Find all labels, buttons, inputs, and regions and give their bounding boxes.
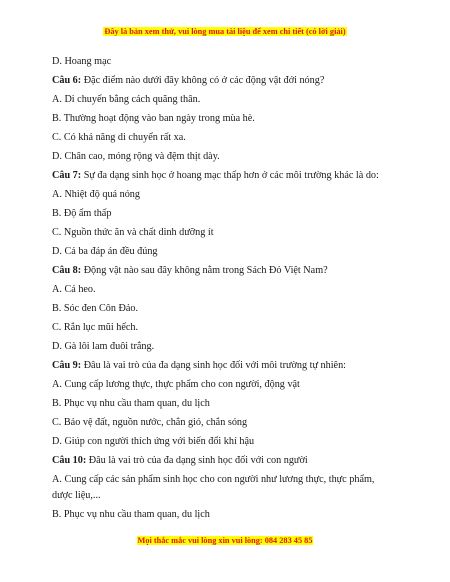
question-line xyxy=(52,75,324,87)
text-line xyxy=(52,417,247,429)
answer-text: A. Di chuyển bằng cách quăng thân. xyxy=(52,94,201,105)
text-line xyxy=(52,490,101,502)
contact-footer-banner xyxy=(0,536,450,546)
text-line xyxy=(52,341,154,353)
answer-text: B. Độ ẩm thấp xyxy=(52,208,112,219)
question-line xyxy=(52,265,328,277)
question-label: Câu 8: xyxy=(52,265,82,276)
text-line xyxy=(52,436,254,448)
text-line xyxy=(52,246,158,258)
text-line xyxy=(52,151,220,163)
question-text: Đâu là vai trò của đa dạng sinh học đối với con người xyxy=(86,455,308,466)
question-text: Động vật nào sau đây không nằm trong Sách Đỏ Việt Nam? xyxy=(81,265,328,276)
question-label: Câu 10: xyxy=(52,455,87,466)
text-line xyxy=(52,322,138,334)
text-line xyxy=(52,208,111,220)
question-text: Sự đa dạng sinh học ở hoang mạc thấp hơn ở các môi trường khác là do: xyxy=(81,170,379,181)
answer-text: dược liệu,... xyxy=(52,490,101,501)
text-line xyxy=(52,509,210,521)
text-line xyxy=(52,227,214,239)
answer-text: A. Cá heo. xyxy=(52,284,96,295)
answer-text: A. Nhiệt độ quá nóng xyxy=(52,189,140,200)
answer-text: C. Bảo vệ đất, nguồn nước, chắn gió, chắn sóng xyxy=(52,417,248,428)
answer-text: B. Sóc đen Côn Đảo. xyxy=(52,303,139,314)
question-text: Đặc điểm nào dưới đây không có ở các động vật đới nóng? xyxy=(81,75,325,86)
answer-text: D. Gà lôi lam đuôi trắng. xyxy=(52,341,155,352)
text-line xyxy=(52,284,96,296)
answer-text: A. Cung cấp lương thực, thực phẩm cho con người, động vật xyxy=(52,379,300,390)
question-label: Câu 6: xyxy=(52,75,82,86)
text-line xyxy=(52,303,138,315)
text-line xyxy=(52,94,200,106)
answer-text: D. Hoang mạc xyxy=(52,56,112,67)
answer-text: A. Cung cấp các sản phẩm sinh học cho con người như lương thực, thực phẩm, xyxy=(52,474,375,485)
answer-text: C. Rắn lục mũi hếch. xyxy=(52,322,139,333)
question-line xyxy=(52,170,379,182)
question-text: Đâu là vai trò của đa dạng sinh học đối với môi trường tự nhiên: xyxy=(81,360,347,371)
text-line xyxy=(52,189,140,201)
answer-text: B. Phục vụ nhu cầu tham quan, du lịch xyxy=(52,509,210,520)
answer-text: C. Nguồn thức ăn và chất dinh dưỡng ít xyxy=(52,227,214,238)
text-line xyxy=(52,56,111,68)
question-line xyxy=(52,455,308,467)
answer-text: D. Chân cao, móng rộng và đệm thịt dày. xyxy=(52,151,220,162)
preview-notice-banner xyxy=(0,27,450,37)
answer-text: B. Phục vụ nhu cầu tham quan, du lịch xyxy=(52,398,210,409)
contact-footer-text: Mọi thắc mắc vui lòng xin vui lòng: 084 283 45 85 xyxy=(137,536,313,545)
answer-text: B. Thường hoạt động vào ban ngày trong mùa hè. xyxy=(52,113,255,124)
text-line xyxy=(52,113,255,125)
text-line xyxy=(52,474,374,486)
text-line xyxy=(52,379,300,391)
text-line xyxy=(52,132,186,144)
answer-text: C. Có khả năng di chuyển rất xa. xyxy=(52,132,186,143)
answer-text: D. Giúp con người thích ứng với biến đổi khí hậu xyxy=(52,436,255,447)
question-label: Câu 7: xyxy=(52,170,82,181)
answer-text: D. Cả ba đáp án đều đúng xyxy=(52,246,158,257)
question-line xyxy=(52,360,346,372)
text-line xyxy=(52,398,210,410)
preview-notice-text: Đây là bản xem thử, vui lòng mua tài liệu để xem chi tiết (có lời giải) xyxy=(104,27,346,36)
question-label: Câu 9: xyxy=(52,360,82,371)
